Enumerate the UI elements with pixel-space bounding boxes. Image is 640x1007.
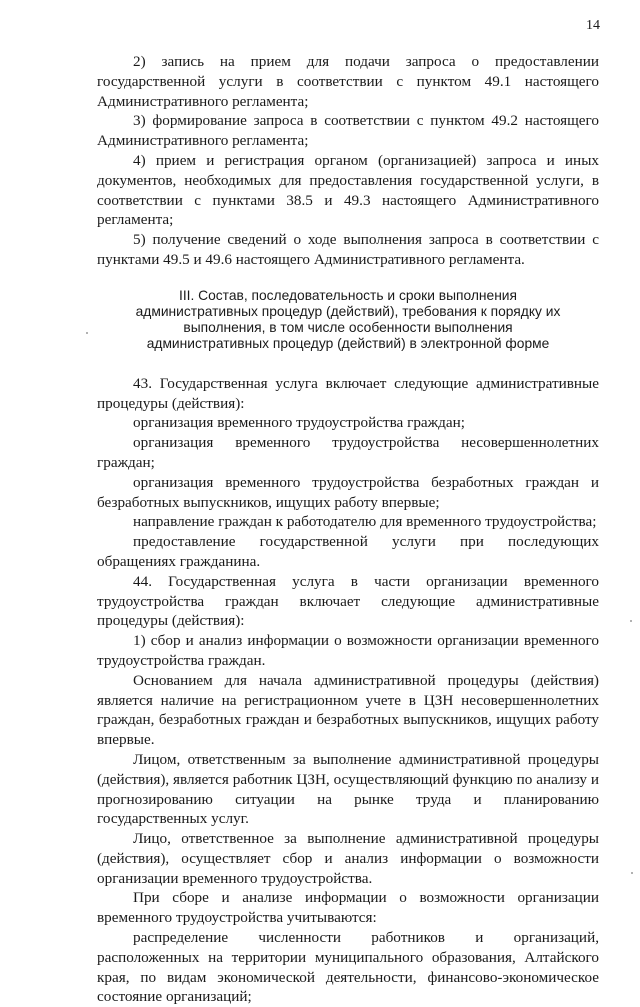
paragraph: 43. Государственная услуга включает следующие административные процедуры (действия): <box>97 374 599 412</box>
page-number: 14 <box>586 18 600 33</box>
scan-speck <box>630 620 632 622</box>
paragraph: организация временного трудоустройства граждан; <box>133 414 465 432</box>
section-heading: III. Состав, последовательность и сроки выполнения административных процедур (действий), требования к порядку их выполнения, в том числе особенности выполнения административных процедур (действий) в электронной форме <box>135 287 561 351</box>
scan-speck <box>631 872 633 874</box>
paragraph: При сборе и анализе информации о возможности организации временного трудоустройства учитываются: <box>97 889 599 927</box>
paragraph: 1) сбор и анализ информации о возможности организации временного трудоустройства граждан. <box>97 632 599 669</box>
paragraph: 3) формирование запроса в соответствии с пунктом 49.2 настоящего Административного регламента; <box>97 112 599 150</box>
paragraph: 5) получение сведений о ходе выполнения запроса в соответствии с пунктами 49.5 и 49.6 настоящего Административного регламента. <box>97 231 599 268</box>
paragraph: распределение численности работников и организаций, расположенных на территории муниципального образования, Алтайского края, по видам экономической деятельности, финансово-экономическое состояние организаций; <box>97 929 599 1006</box>
paragraph: 4) прием и регистрация органом (организацией) запроса и иных документов, необходимых для предоставления государственной услуги, в соответствии с пунктами 38.5 и 49.3 настоящего Административного регламента; <box>97 151 599 229</box>
paragraph: Лицом, ответственным за выполнение административной процедуры (действия), является работник ЦЗН, осуществляющий функцию по анализу и прогнозированию ситуации на рынке труда и планированию государственных услуг. <box>97 750 599 828</box>
paragraph: Основанием для начала административной процедуры (действия) является наличие на регистрационном учете в ЦЗН несовершеннолетних граждан, безработных граждан и безработных выпускников, ищущих работу впервые. <box>97 671 599 749</box>
paragraph: направление граждан к работодателю для временного трудоустройства; <box>133 513 597 531</box>
paragraph: 2) запись на прием для подачи запроса о предоставлении государственной услуги в соответствии с пунктом 49.1 настоящего Административного регламента; <box>97 53 599 110</box>
paragraph: организация временного трудоустройства безработных граждан и безработных выпускников, ищущих работу впервые; <box>97 473 599 511</box>
paragraph: 44. Государственная услуга в части организации временного трудоустройства граждан включает следующие административные процедуры (действия): <box>97 572 599 630</box>
paragraph: Лицо, ответственное за выполнение административной процедуры (действия), осуществляет сбор и анализ информации о возможности организации временного трудоустройства. <box>97 830 599 887</box>
paragraph: предоставление государственной услуги при последующих обращениях гражданина. <box>97 533 599 570</box>
paragraph: организация временного трудоустройства несовершеннолетних граждан; <box>97 434 599 471</box>
document-body <box>97 52 599 1007</box>
scan-speck <box>86 332 88 334</box>
